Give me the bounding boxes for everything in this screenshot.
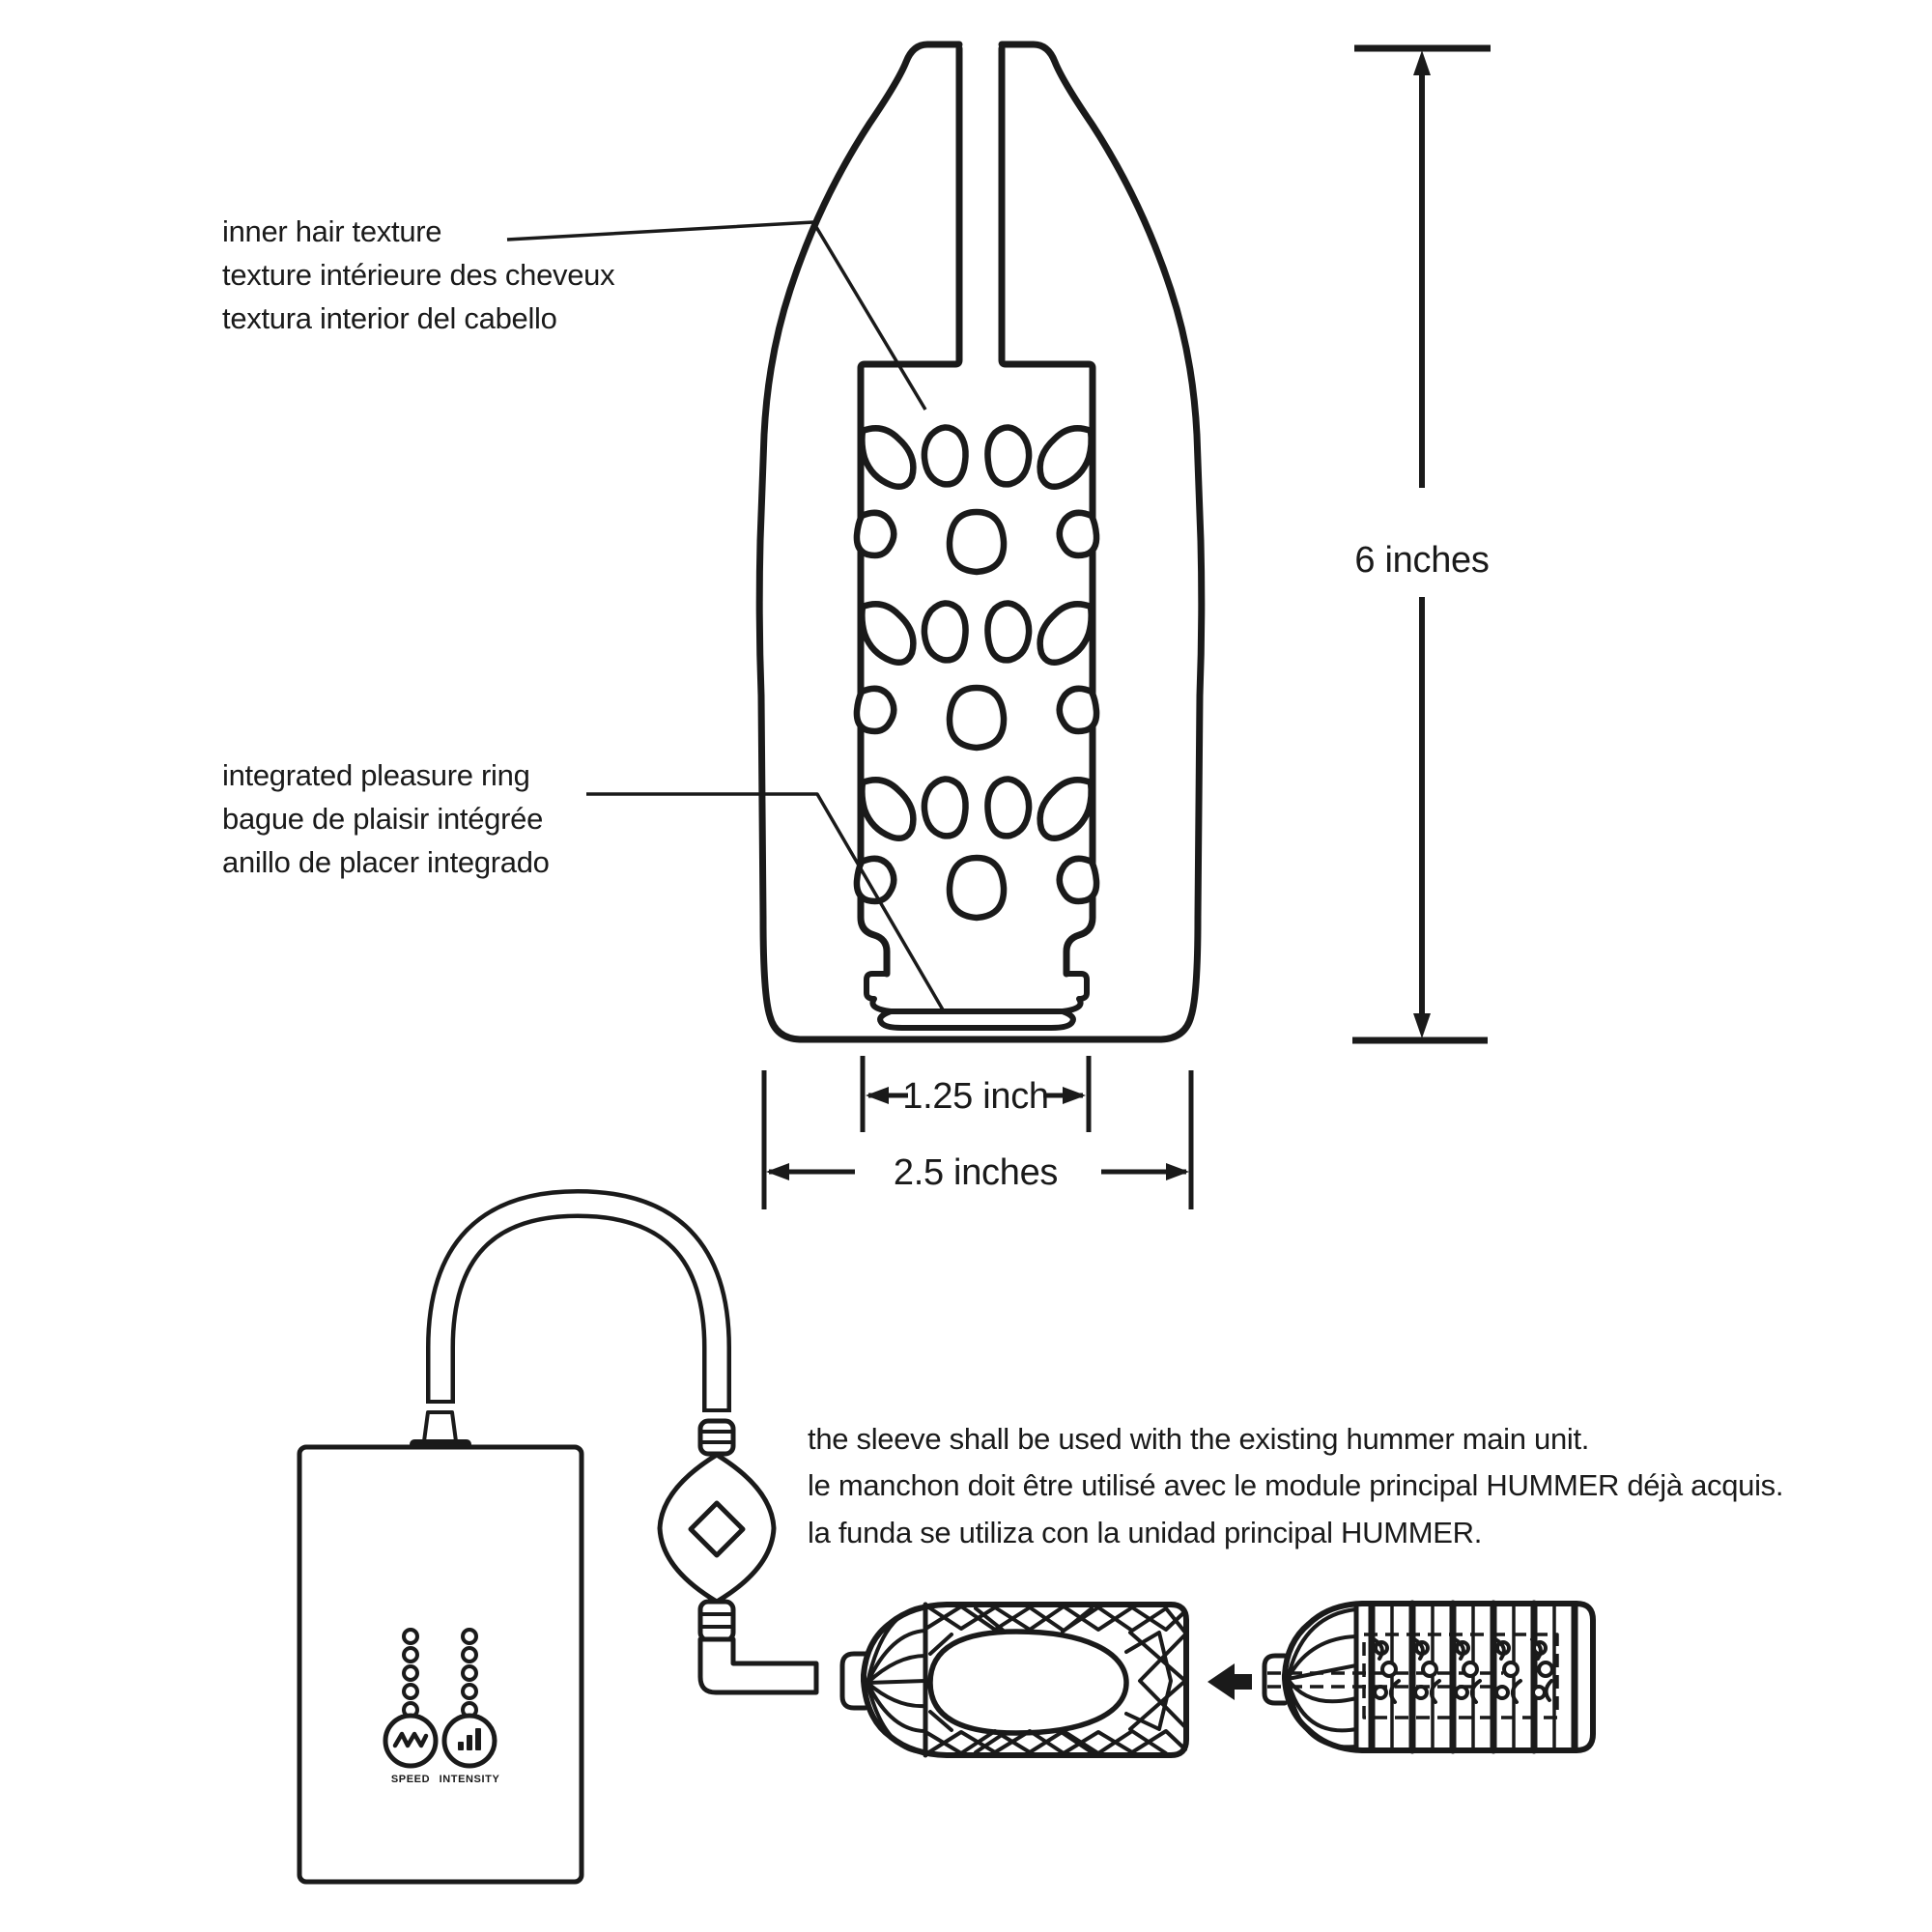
ribbed-fitting-upper [700, 1421, 733, 1454]
hummer-main-unit [842, 1605, 1186, 1755]
arrow-up [1413, 50, 1431, 75]
ribbed-fitting-lower [700, 1602, 733, 1640]
arrow-left [766, 1163, 789, 1180]
note-fr: le manchon doit être utilisé avec le module principal HUMMER déjà acquis. [808, 1468, 1784, 1502]
note-en: the sleeve shall be used with the existing hummer main unit. [808, 1422, 1590, 1456]
outer-width-dimension-value: 2.5 inches [893, 1152, 1059, 1193]
pleasure-ring [867, 974, 1087, 1011]
inner-width-dimension-value: 1.25 inch [902, 1076, 1049, 1117]
arrow-right [1063, 1087, 1086, 1104]
compatibility-note [808, 1422, 1783, 1549]
control-unit [299, 1412, 582, 1882]
pleasure-ring-label-es: anillo de placer integrado [222, 845, 550, 879]
insert-arrow-icon [1208, 1663, 1252, 1700]
sleeve-nozzle [1264, 1656, 1285, 1703]
arrow-right [1166, 1163, 1189, 1180]
intensity-led-column [463, 1630, 476, 1717]
intensity-button-label: INTENSITY [439, 1774, 500, 1785]
inner-texture-rows [857, 427, 1096, 918]
pleasure-ring-label [222, 758, 550, 879]
sleeve-cross-section [759, 44, 1202, 1039]
arrow-left [866, 1087, 889, 1104]
speed-button-label: SPEED [390, 1774, 431, 1785]
connector-chain [660, 1421, 816, 1692]
note-es: la funda se utiliza con la unidad principal HUMMER. [808, 1516, 1483, 1549]
speed-led-column [404, 1630, 417, 1717]
control-unit-body [299, 1447, 582, 1882]
arrow-down [1413, 1013, 1431, 1038]
air-nipple [424, 1412, 456, 1441]
inner-hair-label-es: textura interior del cabello [222, 301, 557, 335]
pleasure-ring-label-en: integrated pleasure ring [222, 758, 530, 792]
pleasure-ring-label-fr: bague de plaisir intégrée [222, 802, 544, 836]
textured-sleeve-side-view [1264, 1604, 1593, 1750]
elbow-tube [700, 1639, 816, 1692]
height-dimension-value: 6 inches [1354, 540, 1490, 581]
hose [440, 1204, 717, 1412]
inner-hair-label [222, 214, 615, 335]
inner-hair-label-en: inner hair texture [222, 214, 442, 248]
inner-hair-label-fr: texture intérieure des cheveux [222, 258, 615, 292]
